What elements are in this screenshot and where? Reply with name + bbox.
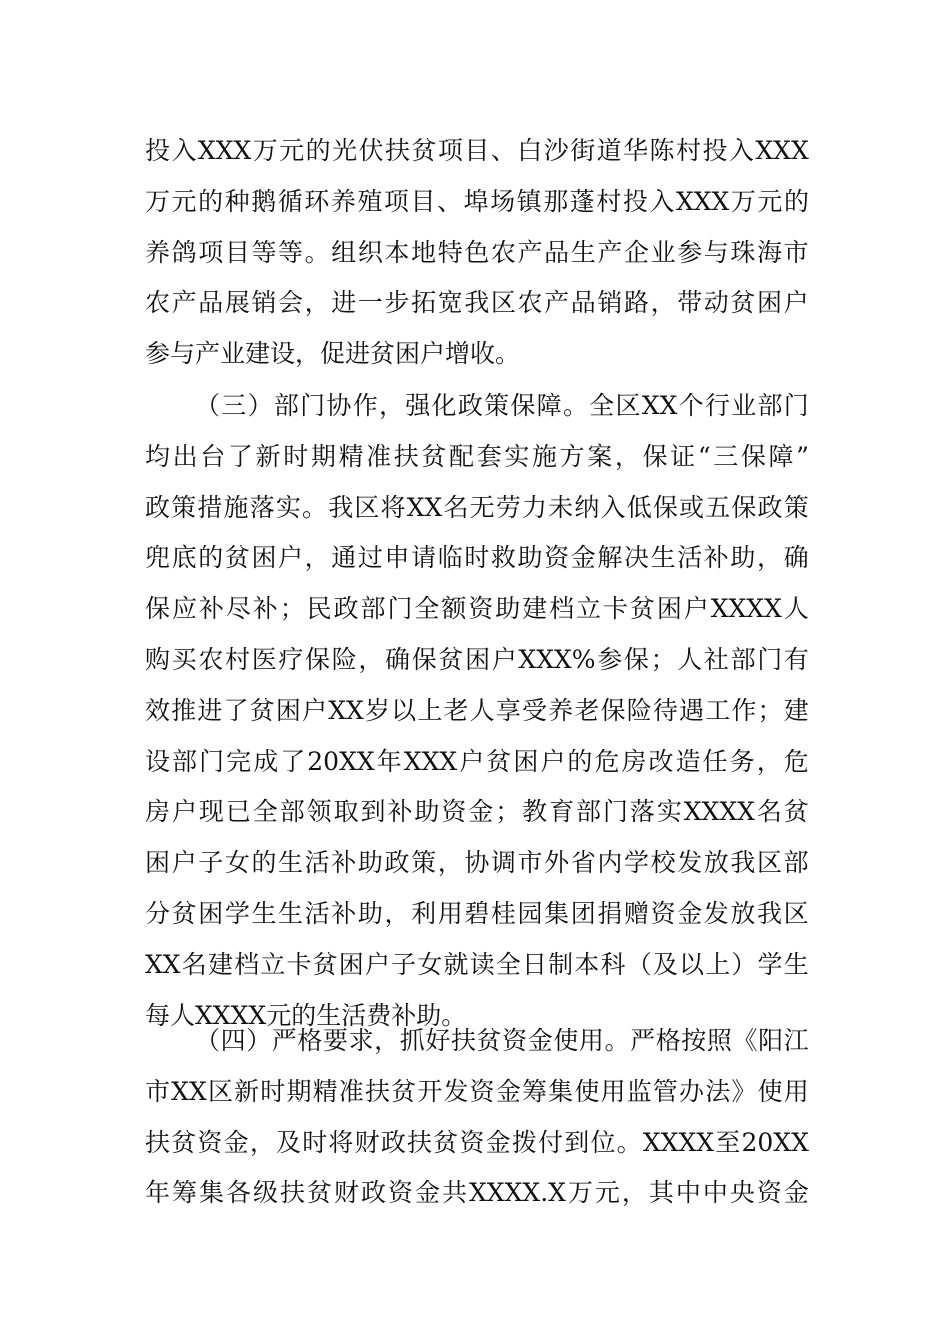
text-line: 年 筹 集 各 级 扶 贫 财 政 资 金 共 XXXX.X 万 元 ， 其 中 中 央 资 金 (145, 1178, 809, 1208)
text-line: 市 XX 区 新 时 期 精 准 扶 贫 开 发 资 金 筹 集 使 用 监 管 办 法 》 使 用 (145, 1076, 809, 1106)
text-line: 政 策 措 施 落 实 。 我 区 将 XX 名 无 劳 力 未 纳 入 低 保 或 五 保 政 策 (145, 492, 809, 522)
paragraph-industry-projects (145, 126, 809, 380)
text-line: 万 元 的 种 鹅 循 环 养 殖 项 目 、 埠 场 镇 那 蓬 村 投 入 XXX 万 元 的 (145, 186, 809, 216)
text-line: 困 户 子 女 的 生 活 补 助 政 策 ， 协 调 市 外 省 内 学 校 发 放 我 区 部 (145, 848, 809, 878)
text-line: 扶 贫 资 金 ， 及 时 将 财 政 扶 贫 资 金 拨 付 到 位 。 XXXX 至 20XX (145, 1127, 809, 1157)
paragraph-department-collaboration (145, 381, 809, 1041)
text-line: 养 鸽 项 目 等 等 。 组 织 本 地 特 色 农 产 品 生 产 企 业 参 与 珠 海 市 (145, 237, 809, 267)
text-line: 设 部 门 完 成 了 20XX 年 XXX 户 贫 困 户 的 危 房 改 造 任 务 ， 危 (145, 746, 809, 776)
text-line: 房 户 现 已 全 部 领 取 到 补 助 资 金 ； 教 育 部 门 落 实 XXXX 名 贫 (145, 797, 809, 827)
text-line: XX 名 建 档 立 卡 贫 困 户 子 女 就 读 全 日 制 本 科 （ 及 以 上 ） 学 生 (145, 949, 809, 979)
text-line: 每人XXXX元的生活费补助。 (145, 1000, 467, 1030)
text-line: 参与产业建设，促进贫困户增收。 (145, 339, 521, 369)
text-line: 投 入 XXX 万 元 的 光 伏 扶 贫 项 目 、 白 沙 街 道 华 陈 村 投 入 XXX (145, 136, 809, 165)
text-line: （ 四 ） 严 格 要 求 ， 抓 好 扶 贫 资 金 使 用 。 严 格 按 照 《 阳 江 (195, 1026, 809, 1055)
text-line: 农 产 品 展 销 会 ， 进 一 步 拓 宽 我 区 农 产 品 销 路 ， 带 动 贫 困 户 (145, 288, 809, 318)
text-line: 均 出 台 了 新 时 期 精 准 扶 贫 配 套 实 施 方 案 ， 保 证 “ 三 保 障 ” (145, 441, 809, 471)
text-line: 购 买 农 村 医 疗 保 险 ， 确 保 贫 困 户 XXX% 参 保 ； 人 社 部 门 有 (145, 644, 809, 674)
text-line: 分 贫 困 学 生 生 活 补 助 ， 利 用 碧 桂 园 集 团 捐 赠 资 金 发 放 我 区 (145, 898, 809, 928)
text-line: 保 应 补 尽 补 ； 民 政 部 门 全 额 资 助 建 档 立 卡 贫 困 户 XXXX 人 (145, 594, 809, 624)
text-line: 效 推 进 了 贫 困 户 XX 岁 以 上 老 人 享 受 养 老 保 险 待 遇 工 作 ； 建 (145, 695, 809, 725)
text-line: 兜 底 的 贫 困 户 ， 通 过 申 请 临 时 救 助 资 金 解 决 生 活 补 助 ， 确 (145, 543, 809, 573)
paragraph-fund-management (145, 1016, 809, 1219)
text-line: （ 三 ） 部 门 协 作 ， 强 化 政 策 保 障 。 全 区 XX 个 行 业 部 门 (195, 391, 809, 420)
